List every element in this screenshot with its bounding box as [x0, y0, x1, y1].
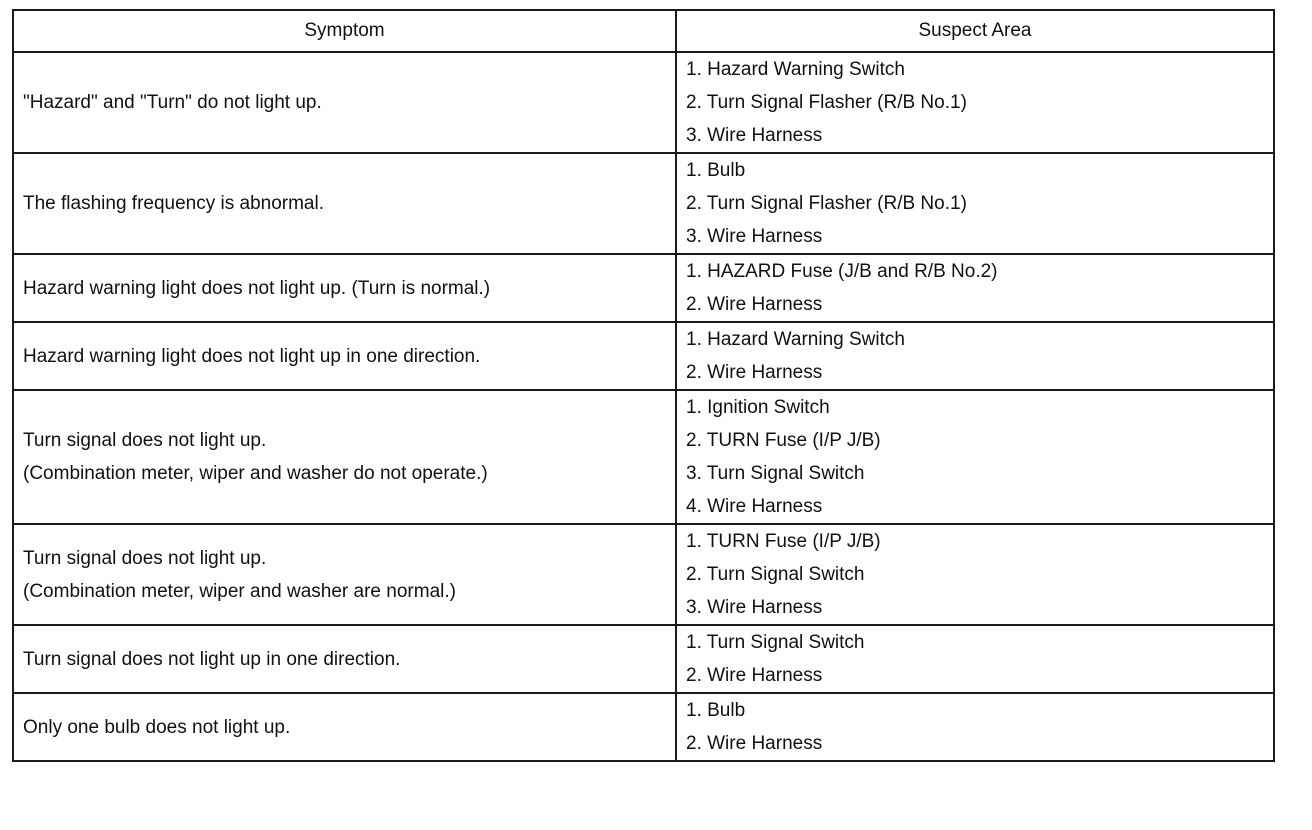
- symptom-cell: [13, 322, 676, 390]
- suspect-area-item: 1. TURN Fuse (I/P J/B): [686, 531, 881, 552]
- suspect-area-item: 1. Hazard Warning Switch: [686, 329, 905, 350]
- symptom-text: Turn signal does not light up.: [23, 430, 267, 451]
- suspect-area-item: 2. TURN Fuse (I/P J/B): [686, 430, 881, 451]
- symptom-text: Only one bulb does not light up.: [23, 716, 291, 738]
- symptom-column-header: Symptom: [13, 10, 676, 52]
- table-row: [13, 254, 1274, 322]
- suspect-area-cell: [676, 524, 1274, 625]
- symptom-text: Turn signal does not light up.: [23, 547, 267, 569]
- symptom-cell: [13, 254, 676, 322]
- suspect-area-column-header: Suspect Area: [676, 10, 1274, 52]
- symptom-cell: [13, 524, 676, 625]
- suspect-area-item: 1. Bulb: [686, 160, 746, 181]
- table-body: [13, 52, 1274, 761]
- suspect-area-item: 1. Turn Signal Switch: [686, 632, 865, 653]
- suspect-area-item: 3. Wire Harness: [686, 226, 823, 247]
- suspect-area-item: 2. Wire Harness: [686, 733, 823, 754]
- suspect-area-cell: [676, 254, 1274, 322]
- symptom-text: "Hazard" and "Turn" do not light up.: [23, 92, 322, 113]
- symptom-text: Hazard warning light does not light up in one direction.: [23, 345, 481, 367]
- suspect-area-cell: [676, 693, 1274, 761]
- suspect-area-item: 2. Wire Harness: [686, 362, 823, 383]
- suspect-area-item: 1. Ignition Switch: [686, 397, 830, 418]
- symptom-cell: [13, 390, 676, 524]
- table-row: [13, 153, 1274, 254]
- suspect-area-item: 2. Wire Harness: [686, 665, 823, 686]
- suspect-area-cell: [676, 52, 1274, 153]
- troubleshooting-table: [12, 9, 1275, 762]
- suspect-area-item: 1. Bulb: [686, 700, 746, 721]
- table-row: [13, 52, 1274, 153]
- suspect-area-item: 3. Turn Signal Switch: [686, 463, 865, 484]
- suspect-area-cell: [676, 625, 1274, 693]
- symptom-text: The flashing frequency is abnormal.: [23, 193, 324, 214]
- suspect-area-cell: [676, 390, 1274, 524]
- suspect-area-item: 3. Wire Harness: [686, 597, 823, 618]
- symptom-cell: [13, 693, 676, 761]
- troubleshooting-table-container: [12, 9, 1273, 762]
- symptom-text: (Combination meter, wiper and washer do not operate.): [23, 463, 488, 484]
- suspect-area-item: 1. HAZARD Fuse (J/B and R/B No.2): [686, 261, 998, 282]
- header-row: [13, 10, 1274, 52]
- symptom-cell: [13, 625, 676, 693]
- suspect-area-item: 2. Turn Signal Flasher (R/B No.1): [686, 193, 967, 214]
- suspect-area-item: 1. Hazard Warning Switch: [686, 59, 905, 80]
- suspect-area-item: 3. Wire Harness: [686, 125, 823, 146]
- symptom-text: (Combination meter, wiper and washer are normal.): [23, 580, 456, 602]
- symptom-cell: [13, 153, 676, 254]
- suspect-area-item: 2. Turn Signal Flasher (R/B No.1): [686, 92, 967, 113]
- suspect-area-item: 2. Turn Signal Switch: [686, 564, 865, 585]
- symptom-cell: [13, 52, 676, 153]
- table-row: [13, 322, 1274, 390]
- table-row: [13, 625, 1274, 693]
- suspect-area-item: 2. Wire Harness: [686, 294, 823, 315]
- suspect-area-cell: [676, 322, 1274, 390]
- symptom-text: Hazard warning light does not light up. (Turn is normal.): [23, 277, 491, 299]
- symptom-text: Turn signal does not light up in one direction.: [23, 648, 401, 670]
- suspect-area-item: 4. Wire Harness: [686, 496, 823, 517]
- table-row: [13, 693, 1274, 761]
- table-row: [13, 390, 1274, 524]
- table-row: [13, 524, 1274, 625]
- suspect-area-cell: [676, 153, 1274, 254]
